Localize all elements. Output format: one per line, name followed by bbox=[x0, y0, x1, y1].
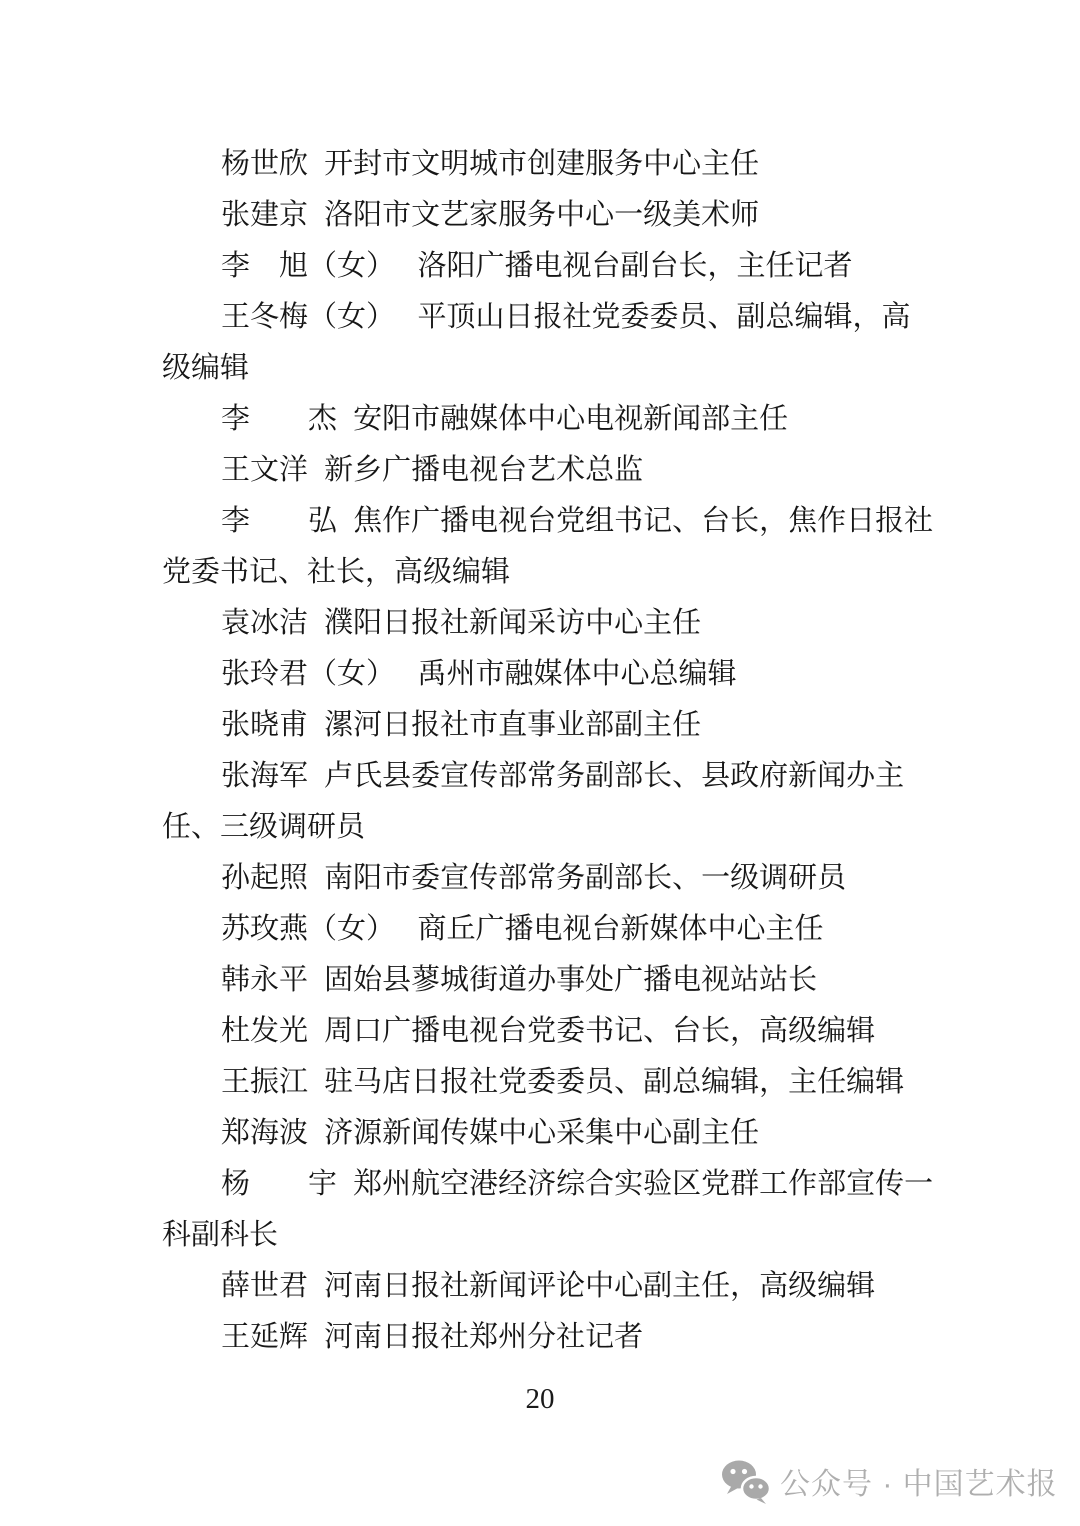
document-line: 任、三级调研员 bbox=[162, 811, 366, 843]
document-line: 张玲君（女） 禹州市融媒体中心总编辑 bbox=[221, 658, 737, 690]
document-line: 苏玫燕（女） 商丘广播电视台新媒体中心主任 bbox=[221, 913, 824, 945]
wechat-icon bbox=[720, 1458, 772, 1504]
watermark bbox=[720, 1458, 1058, 1504]
document-line: 张建京 洛阳市文艺家服务中心一级美术师 bbox=[221, 199, 760, 231]
document-line: 李 杰 安阳市融媒体中心电视新闻部主任 bbox=[221, 403, 789, 435]
appointee-list bbox=[162, 139, 980, 1363]
document-line: 党委书记、社长，高级编辑 bbox=[162, 556, 511, 588]
watermark-text: 公众号 · 中国艺术报 bbox=[780, 1468, 1058, 1501]
document-line: 王冬梅（女） 平顶山日报社党委委员、副总编辑，高 bbox=[221, 301, 911, 333]
document-line: 韩永平 固始县蓼城街道办事处广播电视站站长 bbox=[221, 964, 818, 996]
document-line: 张晓甫 漯河日报社市直事业部副主任 bbox=[221, 709, 702, 741]
document-line: 杨世欣 开封市文明城市创建服务中心主任 bbox=[221, 148, 760, 180]
page-number: 20 bbox=[525, 1383, 555, 1415]
document-line: 薛世君 河南日报社新闻评论中心副主任，高级编辑 bbox=[221, 1270, 876, 1302]
document-line: 王文洋 新乡广播电视台艺术总监 bbox=[221, 454, 644, 486]
document-line: 孙起照 南阳市委宣传部常务副部长、一级调研员 bbox=[221, 862, 847, 894]
document-line: 袁冰洁 濮阳日报社新闻采访中心主任 bbox=[221, 607, 702, 639]
document-line: 王振江 驻马店日报社党委委员、副总编辑，主任编辑 bbox=[221, 1066, 905, 1098]
document-line: 级编辑 bbox=[162, 352, 250, 384]
document-line: 杨 宇 郑州航空港经济综合实验区党群工作部宣传一 bbox=[221, 1168, 934, 1200]
document-line: 科副科长 bbox=[162, 1219, 279, 1251]
document-line: 王延辉 河南日报社郑州分社记者 bbox=[221, 1321, 644, 1353]
document-line: 杜发光 周口广播电视台党委书记、台长，高级编辑 bbox=[221, 1015, 876, 1047]
document-line: 李 旭（女） 洛阳广播电视台副台长，主任记者 bbox=[221, 250, 853, 282]
document-line: 张海军 卢氏县委宣传部常务副部长、县政府新闻办主 bbox=[221, 760, 905, 792]
document-line: 李 弘 焦作广播电视台党组书记、台长，焦作日报社 bbox=[221, 505, 934, 537]
document-line: 郑海波 济源新闻传媒中心采集中心副主任 bbox=[221, 1117, 760, 1149]
